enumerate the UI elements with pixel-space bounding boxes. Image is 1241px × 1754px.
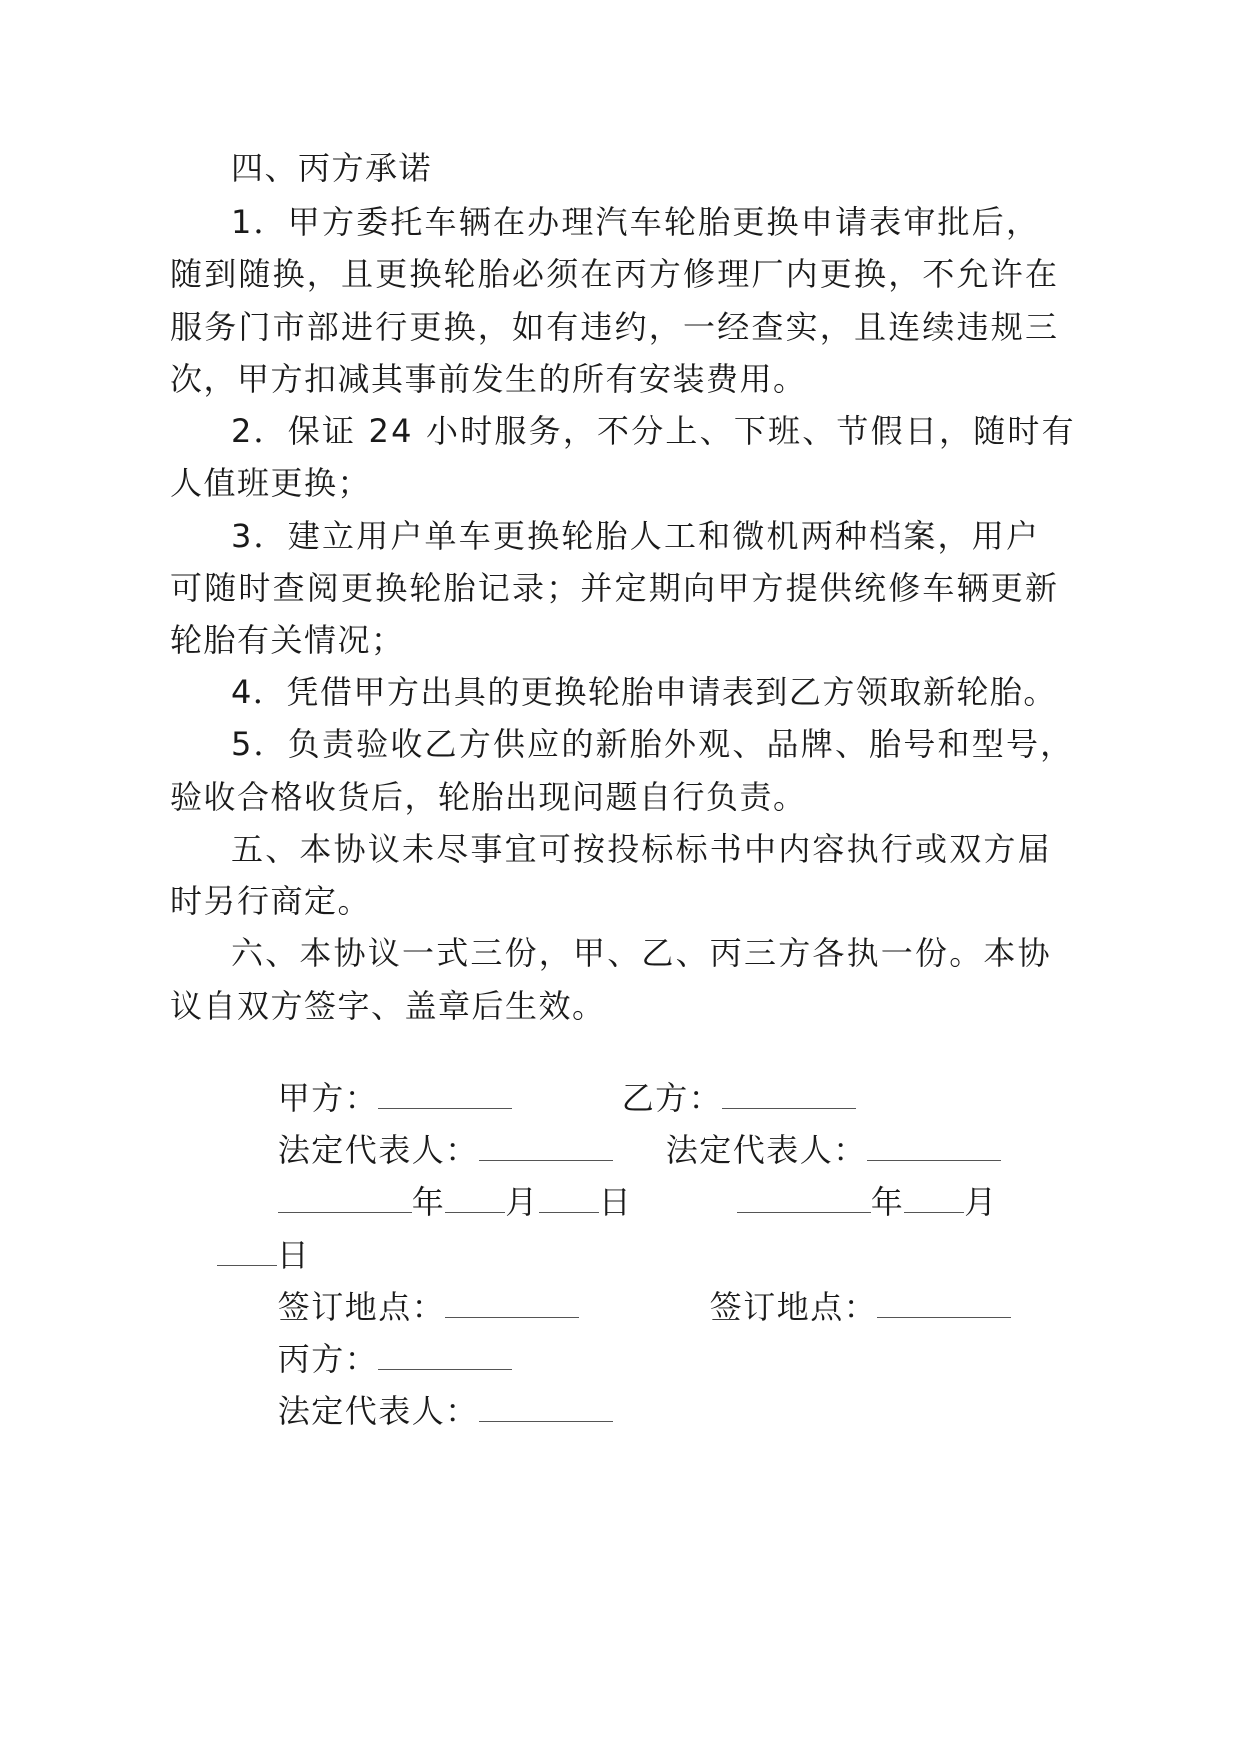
clause6-line2: 议自双方签字、盖章后生效。 [170,987,606,1025]
party-a-label: 甲方： [277,1079,379,1117]
sign-place-b-label: 签订地点： [709,1288,878,1326]
sign-place-a-label: 签订地点： [277,1288,446,1326]
date-b-row [690,1142,998,1262]
item2-line1: 2．保证 24 小时服务，不分上、下班、节假日，随时有 [231,412,1076,450]
clause5-line1: 五、本协议未尽事宜可按投标标书中内容执行或双方届 [231,830,1052,868]
legal-rep-b-label: 法定代表人： [665,1131,867,1169]
party-b-label: 乙方： [621,1079,723,1117]
month-a-blank[interactable] [445,1184,505,1213]
day-a-blank[interactable] [539,1184,599,1213]
item1-line2: 随到随换，且更换轮胎必须在丙方修理厂内更换，不允许在 [170,255,1060,293]
item5-line2: 验收合格收货后，轮胎出现问题自行负责。 [170,778,807,816]
clause5-line2: 时另行商定。 [170,882,372,920]
legal-rep-c-blank[interactable] [479,1393,613,1422]
item5-line1: 5．负责验收乙方供应的新胎外观、品牌、胎号和型号， [231,725,1075,763]
item3-line2: 可随时查阅更换轮胎记录；并定期向甲方提供统修车辆更新 [170,569,1060,607]
month-b-blank[interactable] [904,1184,964,1213]
sign-place-b-row [663,1247,1011,1367]
year-b-blank[interactable] [737,1184,871,1213]
item1-line4: 次，甲方扣减其事前发生的所有安装费用。 [170,360,807,398]
legal-rep-c-label: 法定代表人： [277,1392,479,1430]
month-b-label: 月 [964,1183,998,1221]
item3-line3: 轮胎有关情况； [170,621,405,659]
item1-line3: 服务门市部进行更换，如有违约，一经查实，且连续违规三 [170,308,1060,346]
item1-line1: 1．甲方委托车辆在办理汽车轮胎更换申请表审批后， [231,203,1041,241]
year-a-label: 年 [411,1183,446,1221]
heading-four: 四、丙方承诺 [231,149,433,187]
day-b-label: 日 [276,1236,311,1274]
item4-line1: 4．凭借甲方出具的更换轮胎申请表到乙方领取新轮胎。 [231,673,1057,711]
party-c-label: 丙方： [277,1340,379,1378]
item3-line1: 3．建立用户单车更换轮胎人工和微机两种档案，用户 [231,517,1041,555]
day-a-label: 日 [598,1183,633,1221]
month-a-label: 月 [505,1183,539,1221]
year-b-label: 年 [870,1183,905,1221]
legal-rep-a-label: 法定代表人： [277,1131,479,1169]
clause6-line1: 六、本协议一式三份，甲、乙、丙三方各执一份。本协 [231,934,1052,972]
item2-line2: 人值班更换； [170,464,372,502]
legal-rep-c-row [231,1351,613,1471]
sign-place-b-blank[interactable] [877,1289,1011,1318]
